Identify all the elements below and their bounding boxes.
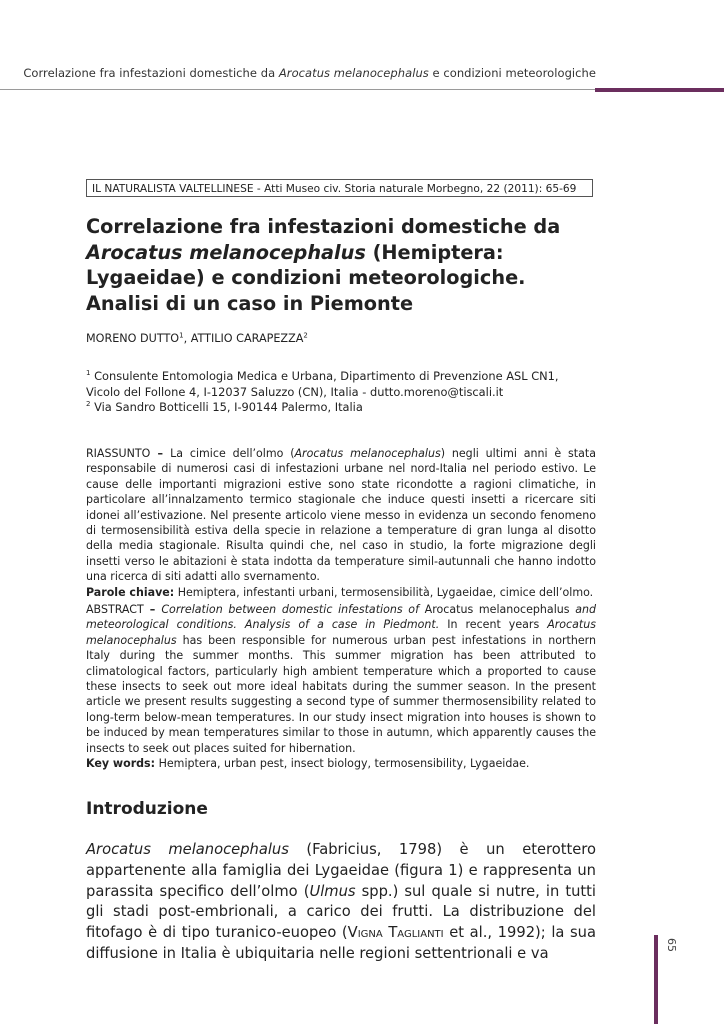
journal-citation-box: IL NATURALISTA VALTELLINESE - Atti Museo civ. Storia naturale Morbegno, 22 (2011): 65-69: [86, 179, 593, 197]
affiliation-2: $^2$ Via Sandro Botticelli 15, I-90144 Palermo, Italia: [86, 400, 363, 414]
key-words: Key words: Hemiptera, urban pest, insect biology, termosensibility, Lygaeidae.: [86, 757, 530, 771]
parole-chiave: Parole chiave: Hemiptera, infestanti urbani, termosensibilità, Lygaeidae, cimice dell’olmo.: [86, 585, 594, 599]
affiliations: [86, 369, 596, 416]
authors: MORENO DUTTO$^1$, ATTILIO CARAPEZZA$^2$: [86, 331, 308, 345]
running-header-species: Arocatus melanocephalus: [278, 66, 429, 80]
author-2: ATTILIO CARAPEZZA: [190, 332, 304, 345]
running-header: Correlazione fra infestazioni domestiche da Arocatus melanocephalus e condizioni meteorologiche: [23, 66, 596, 80]
abstract-en: ABSTRACT – Correlation between domestic infestations of Arocatus melanocephalus and meteorological conditions. Analysis of a case in Piedmont. In recent years Arocatus melanocephalus has been responsible for numerous urban pest infestations in northern Italy during the summer months. This summer migration has been attributed to climatological factors, particularly high ambient temperature which a proported to cause these insects to seek out more ideal habitats during the summer season. In the present article we present results suggesting a second type of summer thermosensibility related to long-term below-mean temperatures. In our study insect migration into houses is shown to be induced by mean temperatures similar to those in autumn, which apparently causes the insects to seek out places suited for hibernation. Key words: Hemiptera, urban pest, insect biology, termosensibility, Lygaeidae.: [86, 603, 597, 771]
riassunto: RIASSUNTO – La cimice dell’olmo (Arocatus melanocephalus) negli ultimi anni è stata responsabile di numerosi casi di infestazioni urbane nel nord-Italia nel periodo estivo. Le cause delle importanti migrazioni estive sono state ricondotte a ragioni climatiche, in particolare all’innalzamento termico stagionale che induce questi insetti a ricercare siti idonei all’estivazione. Nel presente articolo viene messo in evidenza un secondo fenomeno di termosensibilità estiva della specie in relazione a temperature di gran lunga al disotto della media stagionale. Risulta quindi che, nel caso in studio, la forte migrazione degli insetti verso le abitazioni è stata indotta da temperature simil-autunnali che hanno indotto una ricerca di siti adatti allo svernamento. Parole chiave: Hemiptera, infestanti urbani, termosensibilità, Lygaeidae, cimice dell’olmo.: [86, 447, 597, 599]
article-title: Correlazione fra infestazioni domestiche da Arocatus melanocephalus (Hemiptera: Lygaeidae) e condizioni meteorologiche. Analisi di un caso in Piemonte: [86, 215, 561, 315]
page-number: 65: [665, 938, 678, 952]
page-accent-bar: [654, 935, 658, 1024]
header-rule: [0, 89, 595, 90]
intro-paragraph: Arocatus melanocephalus (Fabricius, 1798) è un eterottero appartenente alla famiglia dei Lygaeidae (figura 1) e rappresenta un parassita specifico dell’olmo (Ulmus spp.) sul quale si nutre, in tutti gli stadi post-embrionali, a carico dei frutti. La distribuzione del fitofago è di tipo turanico-euopeo (Vigna Taglianti et al., 1992); la sua diffusione in Italia è ubiquitaria nelle regioni settentrionali e va: [86, 841, 596, 962]
affiliation-1: $^1$ Consulente Entomologia Medica e Urbana, Dipartimento di Prevenzione ASL CN1, Vicolo del Follone 4, I-12037 Saluzzo (CN), Italia - dutto.moreno@tiscali.it: [86, 369, 559, 399]
header-accent-bar: [595, 88, 724, 92]
author-1: MORENO DUTTO: [86, 332, 180, 345]
section-heading-introduzione: Introduzione: [86, 799, 208, 819]
